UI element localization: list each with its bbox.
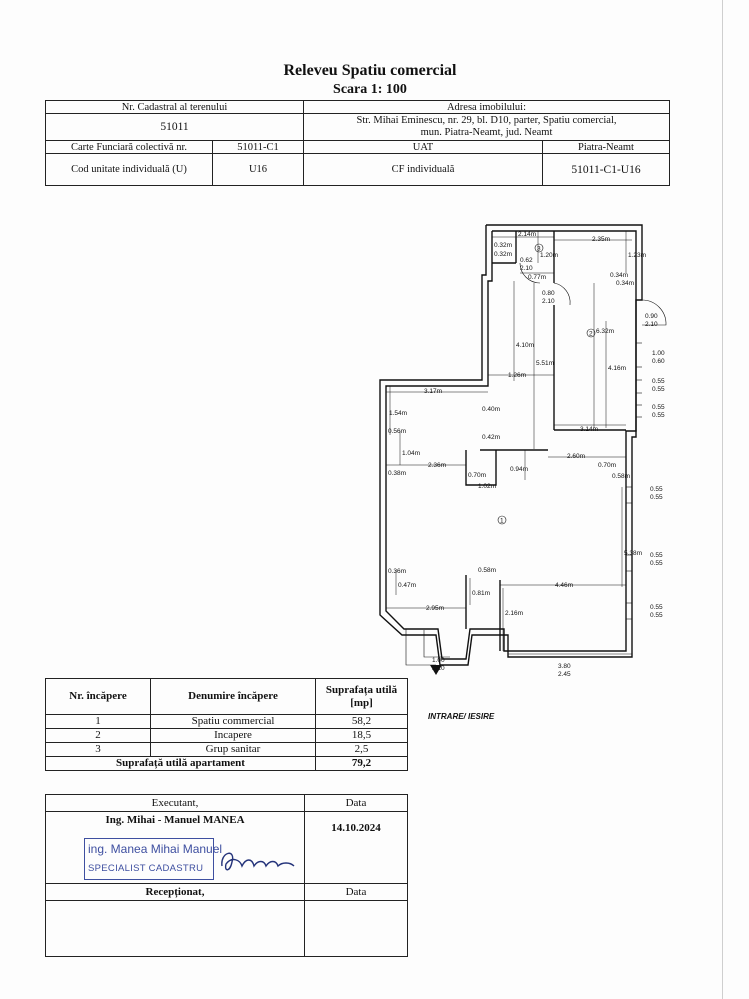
date-label: Data xyxy=(305,795,408,812)
dim-label: 1.23m xyxy=(628,252,647,259)
uat-value: Piatra-Neamt xyxy=(543,141,670,154)
room-1-number: 1 xyxy=(500,517,504,525)
dim-label: 2.36m xyxy=(428,462,447,469)
dim-label: 0.58m xyxy=(612,473,631,480)
door-side-height: 2.10 xyxy=(645,321,658,328)
window-4-width: 0.55 xyxy=(650,486,663,493)
room-name: Spatiu commercial xyxy=(151,715,316,729)
window-6-height: 0.55 xyxy=(650,612,663,619)
window-3-height: 0.55 xyxy=(652,412,665,419)
vitrine-height: 2.45 xyxy=(558,671,571,678)
rooms-table xyxy=(45,678,408,771)
door-bath-height: 2.10 xyxy=(520,265,533,272)
window-1-height: 0.60 xyxy=(652,358,665,365)
total-row xyxy=(46,757,408,771)
dim-label: 0.40m xyxy=(482,406,501,413)
dim-label: 0.32m xyxy=(494,242,513,249)
door-room2-width: 0.80 xyxy=(542,290,555,297)
table-row xyxy=(46,729,408,743)
room-area: 58,2 xyxy=(316,715,408,729)
dim-label: 0.34m xyxy=(616,280,635,287)
window-2-width: 0.55 xyxy=(652,378,665,385)
dim-label: 1.02m xyxy=(478,483,497,490)
dim-label: 0.32m xyxy=(494,251,513,258)
inner-wall-outline xyxy=(386,231,636,659)
room-3-number: 3 xyxy=(537,245,541,253)
dim-label: 2.16m xyxy=(505,610,524,617)
total-label: Suprafață utilă apartament xyxy=(46,757,316,771)
execution-date: 14.10.2024 xyxy=(305,812,408,884)
door-side-width: 0.90 xyxy=(645,313,658,320)
window-4-height: 0.55 xyxy=(650,494,663,501)
dim-label: 0.70m xyxy=(468,472,487,479)
window-6-width: 0.55 xyxy=(650,604,663,611)
door-entrance-width: 1.00 xyxy=(432,657,445,664)
door-bath-width: 0.62 xyxy=(520,257,533,264)
dim-label: 4.16m xyxy=(608,365,627,372)
dim-label: 1.04m xyxy=(402,450,421,457)
door-room2-height: 2.10 xyxy=(542,298,555,305)
outer-wall xyxy=(380,225,642,665)
window-3-width: 0.55 xyxy=(652,404,665,411)
dim-label: 1.20m xyxy=(540,252,559,259)
cf-individual-value: 51011-C1-U16 xyxy=(543,154,670,186)
dim-label: 3.17m xyxy=(424,388,443,395)
receptionat-date-blank xyxy=(305,901,408,957)
window-1-width: 1.00 xyxy=(652,350,665,357)
room-area: 2,5 xyxy=(316,743,408,757)
table-row xyxy=(46,715,408,729)
document-scale: Scara 1: 100 xyxy=(333,82,407,97)
window-2-height: 0.55 xyxy=(652,386,665,393)
dim-label: 0.47m xyxy=(398,582,417,589)
dim-label: 0.56m xyxy=(388,428,407,435)
dim-label: 4.46m xyxy=(555,582,574,589)
date-label-2: Data xyxy=(305,884,408,901)
door-entrance-height: 2.10 xyxy=(432,665,445,672)
dim-label: 0.77m xyxy=(528,274,547,281)
room-name: Grup sanitar xyxy=(151,743,316,757)
dim-label: 5.38m xyxy=(624,550,643,557)
dim-label: 0.70m xyxy=(598,462,617,469)
dim-label: 0.94m xyxy=(510,466,529,473)
dim-label: 0.81m xyxy=(472,590,491,597)
receptionat-blank xyxy=(46,901,305,957)
unit-label: Cod unitate individuală (U) xyxy=(46,154,213,186)
room-name: Incapere xyxy=(151,729,316,743)
col-header-nr: Nr. încăpere xyxy=(46,679,151,715)
dim-label: 2.95m xyxy=(426,605,445,612)
dim-label: 1.26m xyxy=(508,372,527,379)
address-line-2: mun. Piatra-Neamt, jud. Neamt xyxy=(420,127,553,138)
room-nr: 3 xyxy=(46,743,151,757)
specialist-stamp xyxy=(84,838,296,880)
stamp-name: ing. Manea Mihai Manuel xyxy=(88,842,223,856)
room-nr: 2 xyxy=(46,729,151,743)
unit-value: U16 xyxy=(213,154,304,186)
page-edge xyxy=(722,0,723,999)
receptionat-label: Recepționat, xyxy=(46,884,305,901)
executant-label: Executant, xyxy=(46,795,305,812)
dim-label: 2.35m xyxy=(592,236,611,243)
cf-value: 51011-C1 xyxy=(213,141,304,154)
dim-label: 5.51m xyxy=(536,360,555,367)
signature xyxy=(218,842,296,878)
dim-label: 0.38m xyxy=(388,470,407,477)
door-room2 xyxy=(554,283,570,305)
uat-label: UAT xyxy=(304,141,543,154)
cadastral-label: Nr. Cadastral al terenului xyxy=(46,101,304,114)
executant-name: Ing. Mihai - Manuel MANEA xyxy=(46,812,305,884)
column-partition xyxy=(466,450,496,485)
document-title: Releveu Spatiu comercial xyxy=(283,62,457,79)
dim-label: 2.14m xyxy=(518,231,537,238)
dim-label: 0.36m xyxy=(388,568,407,575)
col-header-name: Denumire încăpere xyxy=(151,679,316,715)
cadastral-value: 51011 xyxy=(46,114,304,141)
property-info-table xyxy=(45,100,670,186)
room-nr: 1 xyxy=(46,715,151,729)
address-label: Adresa imobilului: xyxy=(304,101,670,114)
col-header-area: Suprafața utilă [mp] xyxy=(316,679,408,715)
dim-label: 1.54m xyxy=(389,410,408,417)
dim-label: 6.32m xyxy=(596,328,615,335)
dim-label: 3.14m xyxy=(580,426,599,433)
room-2-number: 2 xyxy=(589,330,593,338)
dim-label: 0.42m xyxy=(482,434,501,441)
dim-label: 4.10m xyxy=(516,342,535,349)
cf-label: Carte Funciară colectivă nr. xyxy=(46,141,213,154)
stamp-title: SPECIALIST CADASTRU xyxy=(88,863,204,874)
table-row xyxy=(46,743,408,757)
dim-label: 0.34m xyxy=(610,272,629,279)
address-line-1: Str. Mihai Eminescu, nr. 29, bl. D10, parter, Spatiu comercial, xyxy=(356,115,617,126)
cf-individual-label: CF individuală xyxy=(304,154,543,186)
window-5-width: 0.55 xyxy=(650,552,663,559)
dim-label: 2.60m xyxy=(567,453,586,460)
room-area: 18,5 xyxy=(316,729,408,743)
floor-plan xyxy=(370,225,690,721)
dim-label: 0.58m xyxy=(478,567,497,574)
entrance-label: INTRARE/ IESIRE xyxy=(428,712,495,721)
window-5-height: 0.55 xyxy=(650,560,663,567)
total-value: 79,2 xyxy=(316,757,408,771)
vitrine-width: 3.80 xyxy=(558,663,571,670)
